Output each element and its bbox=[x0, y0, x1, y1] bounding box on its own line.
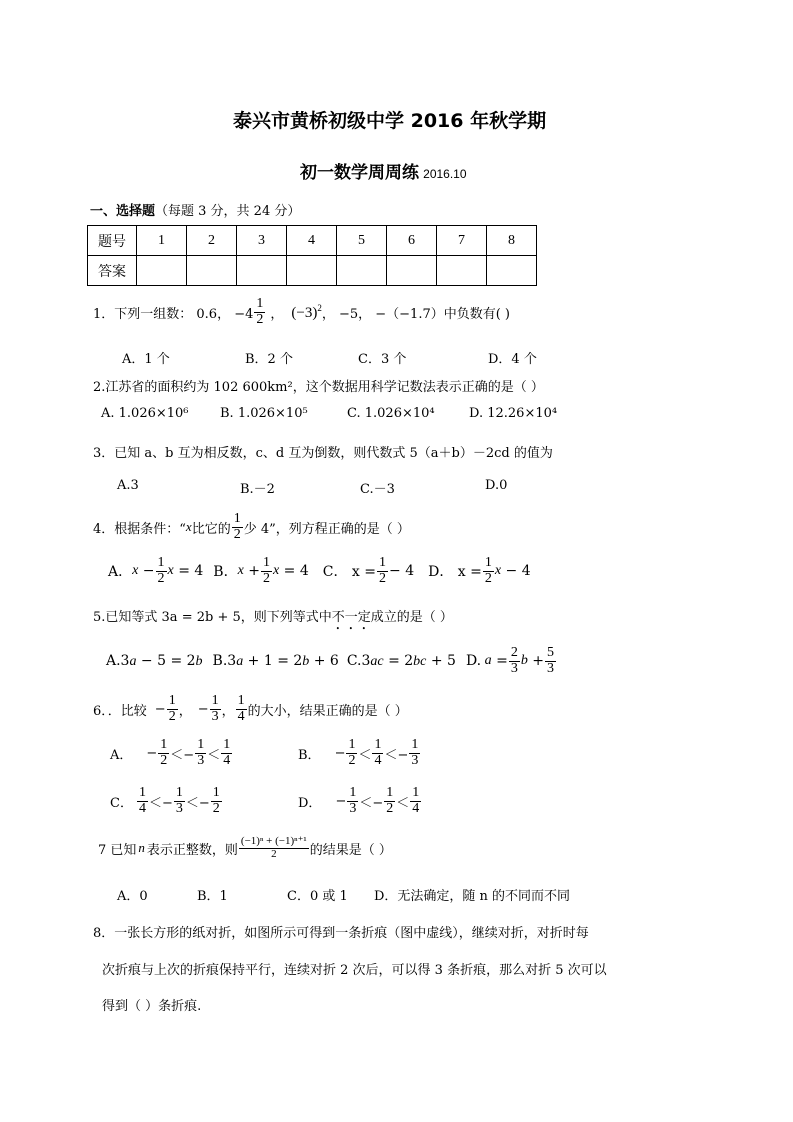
q7-expression: $\frac{\text{(−1)ⁿ + (−1)ⁿ⁺¹}}{2}$ bbox=[240, 835, 307, 860]
q4-option-c[interactable]: C． x = $\frac{1}{2}$ − 4 bbox=[322, 555, 415, 586]
section-heading bbox=[90, 200, 300, 219]
table-header-cell: 题号 bbox=[88, 226, 137, 256]
answer-cell[interactable] bbox=[137, 256, 187, 286]
section-note: （每题 3 分，共 24 分） bbox=[155, 204, 301, 219]
q6-option-a[interactable]: A． − $\frac{1}{2}$ ＜− $\frac{1}{3}$ ＜ $\frac{1}{4}$ bbox=[110, 737, 231, 768]
question-4-stem: 4．根据条件：“ x 比它的 $\frac{1}{2}$ 少 4”，列方程正确的是（ ） bbox=[93, 511, 410, 542]
answer-cell[interactable] bbox=[237, 256, 287, 286]
q3-option-d[interactable]: D.0 bbox=[485, 478, 508, 493]
question-1-stem: 1．下列一组数： 0.6， −4 $\frac{1}{2}$ ， $(-3)^2$ ， −5， −（−1.7）中负数有( ) bbox=[93, 296, 511, 327]
question-2-stem: 2.江苏省的面积约为 102 600km²，这个数据用科学记数法表示正确的是（ ） bbox=[93, 380, 544, 395]
q2-option-b[interactable]: B. 1.026×10⁵ bbox=[220, 406, 308, 421]
q1-stem-b: ， −5， −（−1.7）中负数有( ) bbox=[321, 306, 511, 322]
question-7-stem: 7 已知 n 表示正整数，则 $\frac{\text{(−1)ⁿ + (−1)ⁿ⁺¹}}{2}$ 的结果是（ ） bbox=[98, 835, 392, 860]
table-cell: 6 bbox=[387, 226, 437, 256]
q5-option-a[interactable]: A.3a − 5 = 2b bbox=[106, 652, 203, 669]
q1-mixed-fraction: $\frac{1}{2}$ bbox=[256, 296, 264, 327]
table-cell: 2 bbox=[187, 226, 237, 256]
q7-option-a[interactable]: A．0 bbox=[117, 889, 148, 904]
q2-option-a[interactable]: A. 1.026×10⁶ bbox=[101, 406, 189, 421]
q1-option-b[interactable]: B．2 个 bbox=[245, 352, 293, 367]
answer-table bbox=[87, 225, 537, 286]
document-date: 2016.10 bbox=[423, 167, 467, 181]
table-row bbox=[88, 226, 537, 256]
question-6-stem: 6．．比较 − $\frac{1}{2}$ ， − $\frac{1}{3}$ ， $\frac{1}{4}$ 的大小，结果正确的是（ ） bbox=[93, 693, 408, 724]
q3-option-c[interactable]: C.－3 bbox=[360, 482, 395, 497]
question-3-stem: 3．已知 a、b 互为相反数，c、d 互为倒数，则代数式 5（a＋b）－2cd 的值为 bbox=[93, 446, 553, 461]
section-title: 一、选择题 bbox=[90, 204, 156, 219]
q5-options bbox=[106, 646, 557, 676]
q4-half-fraction: $\frac{1}{2}$ bbox=[233, 511, 241, 542]
q5-option-b[interactable]: B.3a + 1 = 2b + 6 bbox=[212, 652, 339, 669]
q1-option-c[interactable]: C．3 个 bbox=[358, 352, 407, 367]
q1-power: $(-3)^2$ bbox=[291, 302, 322, 321]
q7-option-b[interactable]: B．1 bbox=[197, 889, 228, 904]
answer-cell[interactable] bbox=[387, 256, 437, 286]
q4-option-a[interactable]: A． x − $\frac{1}{2}$ x = 4 bbox=[108, 555, 204, 586]
answer-cell[interactable] bbox=[287, 256, 337, 286]
table-cell: 3 bbox=[237, 226, 287, 256]
q4-var: x bbox=[185, 519, 192, 535]
q6-option-b[interactable]: B． − $\frac{1}{2}$ ＜ $\frac{1}{4}$ ＜− $\frac{1}{3}$ bbox=[298, 737, 419, 768]
answer-cell[interactable] bbox=[187, 256, 237, 286]
q3-option-b[interactable]: B.－2 bbox=[240, 482, 275, 497]
question-8-line1: 8．一张长方形的纸对折，如图所示可得到一条折痕（图中虚线），继续对折，对折时每 bbox=[93, 926, 589, 941]
document-subtitle-line bbox=[300, 158, 467, 183]
q5-option-d[interactable]: D. a = $\frac{2}{3}$ b + $\frac{5}{3}$ bbox=[465, 645, 554, 676]
q1-option-d[interactable]: D．4 个 bbox=[488, 352, 537, 367]
q6-option-d[interactable]: D． − $\frac{1}{3}$ ＜− $\frac{1}{2}$ ＜ $\frac{1}{4}$ bbox=[298, 785, 420, 816]
q1-option-a[interactable]: A．1 个 bbox=[122, 352, 170, 367]
table-row bbox=[88, 256, 537, 286]
q5-option-c[interactable]: C.3ac = 2bc + 5 bbox=[346, 652, 456, 669]
q7-option-d[interactable]: D．无法确定，随 n 的不同而不同 bbox=[374, 889, 571, 904]
q4-option-d[interactable]: D． x = $\frac{1}{2}$ x − 4 bbox=[428, 555, 531, 586]
table-cell: 1 bbox=[137, 226, 187, 256]
table-cell: 4 bbox=[287, 226, 337, 256]
table-cell: 8 bbox=[487, 226, 537, 256]
question-8-line2: 次折痕与上次的折痕保持平行，连续对折 2 次后，可以得 3 条折痕，那么对折 5 次可以 bbox=[102, 963, 607, 978]
answer-cell[interactable] bbox=[337, 256, 387, 286]
q2-option-d[interactable]: D. 12.26×10⁴ bbox=[469, 406, 558, 421]
table-cell: 5 bbox=[337, 226, 387, 256]
q7-option-c[interactable]: C．0 或 1 bbox=[287, 889, 348, 904]
q4-option-b[interactable]: B． x + $\frac{1}{2}$ x = 4 bbox=[213, 555, 309, 586]
q5-emphasis: 不一定 bbox=[331, 610, 371, 625]
answer-cell[interactable] bbox=[487, 256, 537, 286]
table-header-cell: 答案 bbox=[88, 256, 137, 286]
document-subtitle: 初一数学周周练 bbox=[300, 163, 419, 183]
q3-option-a[interactable]: A.3 bbox=[117, 478, 139, 493]
question-5-stem: 5.已知等式 3a = 2b + 5，则下列等式中不一定成立的是（ ） bbox=[93, 610, 453, 625]
table-cell: 7 bbox=[437, 226, 487, 256]
q4-options bbox=[108, 556, 531, 586]
q6-option-c[interactable]: C． $\frac{1}{4}$ ＜− $\frac{1}{3}$ ＜− $\frac{1}{2}$ bbox=[110, 785, 220, 816]
document-title: 泰兴市黄桥初级中学 2016 年秋学期 bbox=[233, 110, 547, 132]
q2-option-c[interactable]: C. 1.026×10⁴ bbox=[347, 406, 435, 421]
answer-cell[interactable] bbox=[437, 256, 487, 286]
q1-stem-a: 1．下列一组数： 0.6， −4 bbox=[93, 306, 254, 322]
question-8-line3: 得到（ ）条折痕. bbox=[102, 999, 202, 1014]
